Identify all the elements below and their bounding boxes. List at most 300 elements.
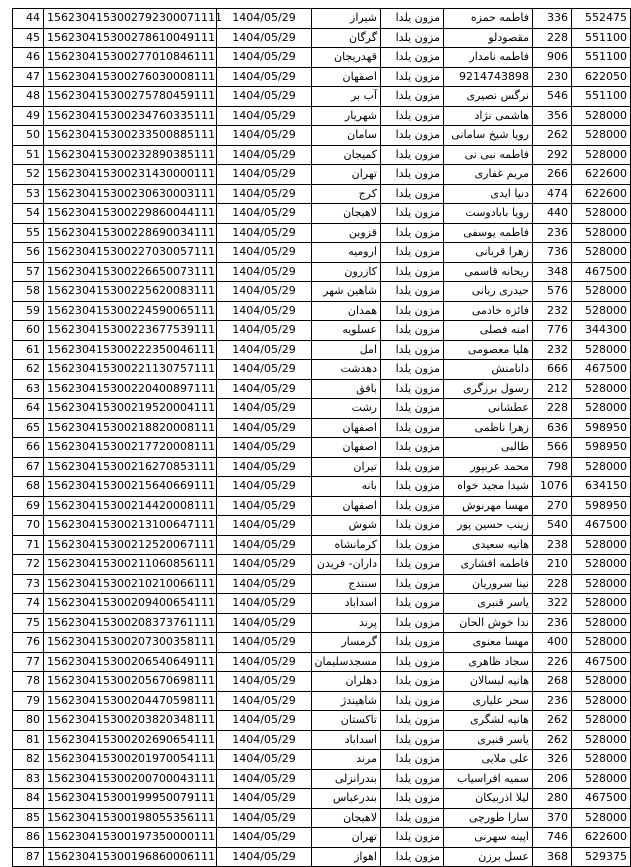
date-cell: 1404/05/29 [217, 535, 312, 555]
recipient-name-cell: عطشانی [444, 399, 533, 419]
date-cell: 1404/05/29 [217, 340, 312, 360]
table-row [13, 360, 631, 380]
orders-table-body [13, 9, 631, 867]
city-cell: بانه [312, 477, 381, 497]
amount-cell: 528000 [572, 223, 631, 243]
weight-cell: 666 [533, 360, 572, 380]
tracking-code-cell: 156230415300224590065111 [44, 301, 217, 321]
amount-cell: 529375 [572, 847, 631, 867]
weight-cell: 268 [533, 672, 572, 692]
tracking-code-cell: 156230415300222350046111 [44, 340, 217, 360]
tracking-code-cell: 156230415300229860044111 [44, 204, 217, 224]
tracking-code-cell: 156230415300226650073111 [44, 262, 217, 282]
table-row [13, 418, 631, 438]
date-cell: 1404/05/29 [217, 555, 312, 575]
weight-cell: 322 [533, 594, 572, 614]
tracking-code-cell: 156230415300212520067111 [44, 535, 217, 555]
tracking-code-cell: 156230415300205670698111 [44, 672, 217, 692]
weight-cell: 776 [533, 321, 572, 341]
weight-cell: 636 [533, 418, 572, 438]
row-number-cell: 84 [13, 789, 44, 809]
date-cell: 1404/05/29 [217, 282, 312, 302]
sender-cell: مزون یلدا [381, 672, 444, 692]
weight-cell: 232 [533, 301, 572, 321]
tracking-code-cell: 1562304153002792300071111 [44, 9, 217, 29]
tracking-code-cell: 156230415300277010846111 [44, 48, 217, 68]
table-row [13, 594, 631, 614]
table-row [13, 672, 631, 692]
sender-cell: مزون یلدا [381, 418, 444, 438]
weight-cell: 906 [533, 48, 572, 68]
recipient-name-cell: اپینه سهرنی [444, 828, 533, 848]
recipient-name-cell: رویا شیخ سامانی [444, 126, 533, 146]
table-row [13, 262, 631, 282]
amount-cell: 622050 [572, 67, 631, 87]
date-cell: 1404/05/29 [217, 789, 312, 809]
sender-cell: مزون یلدا [381, 828, 444, 848]
amount-cell: 528000 [572, 126, 631, 146]
sender-cell: مزون یلدا [381, 145, 444, 165]
amount-cell: 528000 [572, 711, 631, 731]
date-cell: 1404/05/29 [217, 9, 312, 29]
amount-cell: 634150 [572, 477, 631, 497]
recipient-name-cell: زینب حسین پور [444, 516, 533, 536]
weight-cell: 230 [533, 67, 572, 87]
recipient-name-cell: لیلا اذربیکان [444, 789, 533, 809]
amount-cell: 528000 [572, 145, 631, 165]
recipient-name-cell: فاطمه نامدار [444, 48, 533, 68]
recipient-name-cell: زهرا ناظمی [444, 418, 533, 438]
recipient-name-cell: یاسر قنبری [444, 594, 533, 614]
sender-cell: مزون یلدا [381, 223, 444, 243]
table-row [13, 223, 631, 243]
recipient-name-cell: 9214743898 [444, 67, 533, 87]
row-number-cell: 64 [13, 399, 44, 419]
weight-cell: 370 [533, 808, 572, 828]
row-number-cell: 70 [13, 516, 44, 536]
sender-cell: مزون یلدا [381, 496, 444, 516]
amount-cell: 598950 [572, 418, 631, 438]
amount-cell: 467500 [572, 360, 631, 380]
row-number-cell: 79 [13, 691, 44, 711]
weight-cell: 226 [533, 652, 572, 672]
weight-cell: 292 [533, 145, 572, 165]
city-cell: اسداباد [312, 730, 381, 750]
tracking-code-cell: 156230415300214420008111 [44, 496, 217, 516]
row-number-cell: 54 [13, 204, 44, 224]
row-number-cell: 76 [13, 633, 44, 653]
weight-cell: 336 [533, 9, 572, 29]
weight-cell: 280 [533, 789, 572, 809]
row-number-cell: 58 [13, 282, 44, 302]
row-number-cell: 55 [13, 223, 44, 243]
tracking-code-cell: 156230415300218820008111 [44, 418, 217, 438]
amount-cell: 528000 [572, 730, 631, 750]
weight-cell: 576 [533, 282, 572, 302]
date-cell: 1404/05/29 [217, 438, 312, 458]
row-number-cell: 75 [13, 613, 44, 633]
recipient-name-cell: امنه فصلی [444, 321, 533, 341]
date-cell: 1404/05/29 [217, 477, 312, 497]
tracking-code-cell: 156230415300216270853111 [44, 457, 217, 477]
recipient-name-cell: رویا بابادوست [444, 204, 533, 224]
row-number-cell: 47 [13, 67, 44, 87]
city-cell: دهدشت [312, 360, 381, 380]
table-row [13, 769, 631, 789]
city-cell: مسجدسلیمان [312, 652, 381, 672]
table-row [13, 535, 631, 555]
table-row [13, 438, 631, 458]
weight-cell: 236 [533, 613, 572, 633]
amount-cell: 528000 [572, 808, 631, 828]
row-number-cell: 81 [13, 730, 44, 750]
city-cell: گرگان [312, 28, 381, 48]
tracking-code-cell: 156230415300208373761111 [44, 613, 217, 633]
date-cell: 1404/05/29 [217, 633, 312, 653]
amount-cell: 528000 [572, 769, 631, 789]
tracking-code-cell: 156230415300233500885111 [44, 126, 217, 146]
recipient-name-cell: یاسر قنبری [444, 730, 533, 750]
date-cell: 1404/05/29 [217, 457, 312, 477]
table-row [13, 477, 631, 497]
amount-cell: 528000 [572, 691, 631, 711]
city-cell: شاهین شهر [312, 282, 381, 302]
date-cell: 1404/05/29 [217, 106, 312, 126]
row-number-cell: 74 [13, 594, 44, 614]
table-row [13, 67, 631, 87]
city-cell: کرمانشاه [312, 535, 381, 555]
weight-cell: 540 [533, 516, 572, 536]
tracking-code-cell: 156230415300196860006111 [44, 847, 217, 867]
city-cell: مرند [312, 750, 381, 770]
table-row [13, 340, 631, 360]
recipient-name-cell: عسل برزن [444, 847, 533, 867]
tracking-code-cell: 156230415300211060856111 [44, 555, 217, 575]
table-row [13, 48, 631, 68]
table-row [13, 633, 631, 653]
sender-cell: مزون یلدا [381, 477, 444, 497]
table-row [13, 750, 631, 770]
weight-cell: 566 [533, 438, 572, 458]
row-number-cell: 73 [13, 574, 44, 594]
amount-cell: 551100 [572, 87, 631, 107]
city-cell: داران- فریدن [312, 555, 381, 575]
sender-cell: مزون یلدا [381, 321, 444, 341]
tracking-code-cell: 156230415300278610049111 [44, 28, 217, 48]
date-cell: 1404/05/29 [217, 691, 312, 711]
recipient-name-cell: شیدا مجید خواه [444, 477, 533, 497]
sender-cell: مزون یلدا [381, 555, 444, 575]
recipient-name-cell: مقصودلو [444, 28, 533, 48]
tracking-code-cell: 156230415300231430000111 [44, 165, 217, 185]
city-cell: سنندج [312, 574, 381, 594]
weight-cell: 228 [533, 574, 572, 594]
tracking-code-cell: 156230415300232890385111 [44, 145, 217, 165]
city-cell: اهواز [312, 847, 381, 867]
weight-cell: 262 [533, 711, 572, 731]
date-cell: 1404/05/29 [217, 594, 312, 614]
amount-cell: 528000 [572, 633, 631, 653]
amount-cell: 344300 [572, 321, 631, 341]
amount-cell: 528000 [572, 457, 631, 477]
tracking-code-cell: 156230415300202690654111 [44, 730, 217, 750]
city-cell: کرج [312, 184, 381, 204]
table-row [13, 184, 631, 204]
sender-cell: مزون یلدا [381, 750, 444, 770]
tracking-code-cell: 156230415300215640669111 [44, 477, 217, 497]
date-cell: 1404/05/29 [217, 262, 312, 282]
city-cell: لاهیجان [312, 808, 381, 828]
tracking-code-cell: 156230415300203820348111 [44, 711, 217, 731]
city-cell: اصفهان [312, 496, 381, 516]
weight-cell: 356 [533, 106, 572, 126]
recipient-name-cell: طالبی [444, 438, 533, 458]
table-row [13, 847, 631, 867]
city-cell: اسداباد [312, 594, 381, 614]
row-number-cell: 63 [13, 379, 44, 399]
date-cell: 1404/05/29 [217, 750, 312, 770]
date-cell: 1404/05/29 [217, 847, 312, 867]
city-cell: امل [312, 340, 381, 360]
sender-cell: مزون یلدا [381, 789, 444, 809]
table-row [13, 574, 631, 594]
row-number-cell: 60 [13, 321, 44, 341]
tracking-code-cell: 156230415300234760335111 [44, 106, 217, 126]
sender-cell: مزون یلدا [381, 48, 444, 68]
date-cell: 1404/05/29 [217, 730, 312, 750]
city-cell: بافق [312, 379, 381, 399]
table-row [13, 321, 631, 341]
row-number-cell: 51 [13, 145, 44, 165]
amount-cell: 528000 [572, 555, 631, 575]
sender-cell: مزون یلدا [381, 262, 444, 282]
city-cell: شهریار [312, 106, 381, 126]
amount-cell: 598950 [572, 496, 631, 516]
weight-cell: 212 [533, 379, 572, 399]
row-number-cell: 71 [13, 535, 44, 555]
recipient-name-cell: زهرا قربانی [444, 243, 533, 263]
amount-cell: 528000 [572, 399, 631, 419]
amount-cell: 598950 [572, 438, 631, 458]
amount-cell: 528000 [572, 301, 631, 321]
table-row [13, 457, 631, 477]
row-number-cell: 46 [13, 48, 44, 68]
row-number-cell: 45 [13, 28, 44, 48]
table-row [13, 730, 631, 750]
tracking-code-cell: 156230415300200700043111 [44, 769, 217, 789]
sender-cell: مزون یلدا [381, 340, 444, 360]
city-cell: سامان [312, 126, 381, 146]
row-number-cell: 72 [13, 555, 44, 575]
city-cell: آب بر [312, 87, 381, 107]
row-number-cell: 53 [13, 184, 44, 204]
weight-cell: 238 [533, 535, 572, 555]
amount-cell: 528000 [572, 282, 631, 302]
sender-cell: مزون یلدا [381, 360, 444, 380]
sender-cell: مزون یلدا [381, 184, 444, 204]
tracking-code-cell: 156230415300213100647111 [44, 516, 217, 536]
recipient-name-cell: هلیا معصومی [444, 340, 533, 360]
tracking-code-cell: 156230415300217720008111 [44, 438, 217, 458]
city-cell: لاهیجان [312, 204, 381, 224]
row-number-cell: 87 [13, 847, 44, 867]
table-row [13, 126, 631, 146]
tracking-code-cell: 156230415300207300358111 [44, 633, 217, 653]
table-row [13, 145, 631, 165]
row-number-cell: 59 [13, 301, 44, 321]
sender-cell: مزون یلدا [381, 516, 444, 536]
table-row [13, 808, 631, 828]
weight-cell: 266 [533, 165, 572, 185]
table-row [13, 87, 631, 107]
date-cell: 1404/05/29 [217, 399, 312, 419]
date-cell: 1404/05/29 [217, 360, 312, 380]
weight-cell: 228 [533, 399, 572, 419]
city-cell: بندرعباس [312, 789, 381, 809]
city-cell: اصفهان [312, 438, 381, 458]
recipient-name-cell: مهسا مهرنوش [444, 496, 533, 516]
sender-cell: مزون یلدا [381, 301, 444, 321]
date-cell: 1404/05/29 [217, 516, 312, 536]
city-cell: کازرون [312, 262, 381, 282]
sender-cell: مزون یلدا [381, 282, 444, 302]
date-cell: 1404/05/29 [217, 379, 312, 399]
sender-cell: مزون یلدا [381, 769, 444, 789]
date-cell: 1404/05/29 [217, 808, 312, 828]
city-cell: تهران [312, 165, 381, 185]
row-number-cell: 44 [13, 9, 44, 29]
amount-cell: 528000 [572, 204, 631, 224]
row-number-cell: 50 [13, 126, 44, 146]
recipient-name-cell: دنیا ایدی [444, 184, 533, 204]
recipient-name-cell: فاطمه افشاری [444, 555, 533, 575]
city-cell: پرند [312, 613, 381, 633]
sender-cell: مزون یلدا [381, 574, 444, 594]
city-cell: شیراز [312, 9, 381, 29]
recipient-name-cell: فاطمه یوسفی [444, 223, 533, 243]
recipient-name-cell: هانیه لشگری [444, 711, 533, 731]
recipient-name-cell: علی ملایی [444, 750, 533, 770]
weight-cell: 368 [533, 847, 572, 867]
amount-cell: 467500 [572, 516, 631, 536]
row-number-cell: 85 [13, 808, 44, 828]
date-cell: 1404/05/29 [217, 184, 312, 204]
city-cell: قهدریجان [312, 48, 381, 68]
sender-cell: مزون یلدا [381, 457, 444, 477]
amount-cell: 528000 [572, 340, 631, 360]
sender-cell: مزون یلدا [381, 87, 444, 107]
table-row [13, 613, 631, 633]
table-row [13, 301, 631, 321]
weight-cell: 236 [533, 223, 572, 243]
sender-cell: مزون یلدا [381, 594, 444, 614]
weight-cell: 1076 [533, 477, 572, 497]
date-cell: 1404/05/29 [217, 48, 312, 68]
weight-cell: 262 [533, 730, 572, 750]
row-number-cell: 66 [13, 438, 44, 458]
sender-cell: مزون یلدا [381, 613, 444, 633]
row-number-cell: 77 [13, 652, 44, 672]
date-cell: 1404/05/29 [217, 574, 312, 594]
row-number-cell: 69 [13, 496, 44, 516]
date-cell: 1404/05/29 [217, 223, 312, 243]
amount-cell: 528000 [572, 379, 631, 399]
tracking-code-cell: 156230415300221130757111 [44, 360, 217, 380]
recipient-name-cell: سارا طورچی [444, 808, 533, 828]
table-row [13, 516, 631, 536]
table-row [13, 691, 631, 711]
amount-cell: 528000 [572, 106, 631, 126]
table-row [13, 789, 631, 809]
recipient-name-cell: سمیه افراسیاب [444, 769, 533, 789]
sender-cell: مزون یلدا [381, 67, 444, 87]
city-cell: قزوین [312, 223, 381, 243]
recipient-name-cell: سحر علیاری [444, 691, 533, 711]
sender-cell: مزون یلدا [381, 204, 444, 224]
city-cell: ارومیه [312, 243, 381, 263]
sender-cell: مزون یلدا [381, 438, 444, 458]
table-row [13, 9, 631, 29]
amount-cell: 528000 [572, 535, 631, 555]
amount-cell: 528000 [572, 594, 631, 614]
sender-cell: مزون یلدا [381, 9, 444, 29]
sender-cell: مزون یلدا [381, 165, 444, 185]
tracking-code-cell: 156230415300225620083111 [44, 282, 217, 302]
sender-cell: مزون یلدا [381, 126, 444, 146]
tracking-code-cell: 156230415300219520004111 [44, 399, 217, 419]
city-cell: بندرانزلی [312, 769, 381, 789]
row-number-cell: 61 [13, 340, 44, 360]
sender-cell: مزون یلدا [381, 243, 444, 263]
sender-cell: مزون یلدا [381, 730, 444, 750]
city-cell: تیران [312, 457, 381, 477]
city-cell: همدان [312, 301, 381, 321]
row-number-cell: 67 [13, 457, 44, 477]
date-cell: 1404/05/29 [217, 496, 312, 516]
sender-cell: مزون یلدا [381, 847, 444, 867]
city-cell: تهران [312, 828, 381, 848]
recipient-name-cell: فاطمه نبی نی [444, 145, 533, 165]
tracking-code-cell: 156230415300228690034111 [44, 223, 217, 243]
sender-cell: مزون یلدا [381, 399, 444, 419]
date-cell: 1404/05/29 [217, 613, 312, 633]
row-number-cell: 62 [13, 360, 44, 380]
table-row [13, 28, 631, 48]
recipient-name-cell: هانیه سعیدی [444, 535, 533, 555]
table-row [13, 106, 631, 126]
table-row [13, 243, 631, 263]
sender-cell: مزون یلدا [381, 106, 444, 126]
row-number-cell: 56 [13, 243, 44, 263]
tracking-code-cell: 156230415300230630003111 [44, 184, 217, 204]
tracking-code-cell: 156230415300276030008111 [44, 67, 217, 87]
recipient-name-cell: محمد عربپور [444, 457, 533, 477]
city-cell: تاکستان [312, 711, 381, 731]
weight-cell: 546 [533, 87, 572, 107]
table-row [13, 496, 631, 516]
weight-cell: 228 [533, 28, 572, 48]
tracking-code-cell: 156230415300199950079111 [44, 789, 217, 809]
tracking-code-cell: 156230415300201970054111 [44, 750, 217, 770]
tracking-code-cell: 156230415300210210066111 [44, 574, 217, 594]
recipient-name-cell: هانیه لبسالان [444, 672, 533, 692]
tracking-code-cell: 156230415300209400654111 [44, 594, 217, 614]
row-number-cell: 83 [13, 769, 44, 789]
tracking-code-cell: 156230415300227030057111 [44, 243, 217, 263]
table-row [13, 555, 631, 575]
sender-cell: مزون یلدا [381, 535, 444, 555]
city-cell: شاهیندژ [312, 691, 381, 711]
